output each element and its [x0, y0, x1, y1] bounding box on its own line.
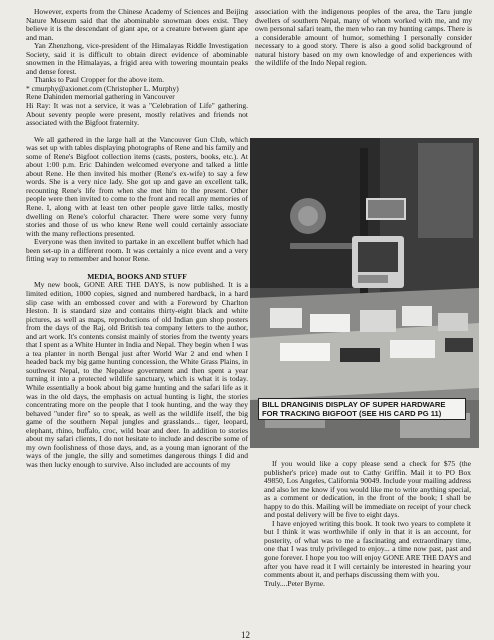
left-column — [26, 8, 248, 469]
paragraph: Everyone was then invited to partake in an excellent buffet which had been set-up in a different room. It was certainly a nice event and a very fitting way to remember and honor Rene. — [26, 237, 248, 264]
signature-line: Truly....Peter Byrne. — [264, 578, 325, 588]
email-line: * cmurphy@axionet.com (Christopher L. Murphy) — [26, 83, 179, 93]
section-subtitle: Rene Dahinden memorial gathering in Vancouver — [26, 92, 175, 102]
photo-caption: BILL DRANGINIS DISPLAY OF SUPER HARDWARE FOR TRACKING BIGFOOT (SEE HIS CARD PG 11) — [258, 398, 466, 420]
paragraph: Thanks to Paul Cropper for the above item. — [34, 75, 164, 85]
paragraph: We all gathered in the large hall at the Vancouver Gun Club, which was set up with tables displaying photographs of Rene and his family and some of Rene's Bigfoot collection items (casts, posters, books, etc.). At about 1:00 p.m. Eric Dahinden welcomed everyone and talked a little about Rene. He then invited his mother (Rene's ex-wife) to say a few words. She is a very nice lady. She got up and gave an excellent talk, recounting Rene's life from when she met him to the present. Other people were then invited to come to the front and recall any memories of Rene. I, along with at least ten other people gave little talks, mostly dwelling on Rene's colorful character. There were some very funny stories and those of us who knew Rene well could certainly associate with the many reflections presented. — [26, 134, 248, 238]
paragraph: However, experts from the Chinese Academy of Sciences and Beijing Nature Museum said that the abominable snowman does exist. They believe it is the descendant of giant ape, or a creature between giant ape and man. — [26, 7, 248, 42]
section-heading: MEDIA, BOOKS AND STUFF — [87, 271, 187, 281]
right-column-top — [255, 8, 472, 68]
paragraph: I have enjoyed writing this book. It took two years to complete it but I think it was worthwhile if only in that it is an account, for posterity, of what was to me a fascinating and extraordinary time, one that I was truly privileged to enjoy... a time now past, past and gone forever. I hope you too will enjoy GONE ARE THE DAYS and after you have read it I will certainly be interested in hearing your comments about it, and perhaps discussing them with you. — [264, 518, 471, 580]
paragraph: If you would like a copy please send a check for $75 (the publisher's price) made out to Cathy Griffin. Mail it to PO Box 49850, Los Angeles, California 90049. Include your mailing address and also let me know if you would like me to write anything special, as a comment or dedication, in the front of the book; I shall be happy to do this. Mailing will be immediate on receipt of your check and postal delivery will be five to eight days. — [264, 459, 471, 520]
right-column-bottom — [264, 460, 471, 588]
paragraph: My new book, GONE ARE THE DAYS, is now published. It is a limited edition, 1000 copies, signed and numbered hardback, in a hard slip case with an embossed cover and with a Foreword by Charlton Heston. It is standard size and contains thirty-eight black and white pictures, as well as maps, reproductions of old Indian gun shop posters from the days of the Raj, old British tea company letters to the author, and art work. It's contents consist mainly of stories from the twenty years that I spent as a White Hunter in India and Nepal. They begin when I was a tea planter in north Bengal just after World War 2 and end when I headed back my big game hunting concession, the White Grass Plains, in southwest Nepal, to the Nepalese government and then spent a year turning it into a protected wildlife sanctuary, which is what it is today. While essentially a book about big game hunting and the safari life as it was in the old days, the emphasis on actual hunting is light, the stories concentrating more on the people that I took hunting, and the way they behaved "under fire" so to speak, as well as the wildlife itself, the big game of the southern Nepal jungles and grasslands... tiger, leopard, elephant, rhino, buffalo, croc, wild boar and deer. In addition to stories about my safari clients, I do not hesitate to include and describe some of my own foolishness of those days, and, as a young man ignorant of the ways of the jungle, the silly and sometimes dangerous things I did and was then lucky enough to survive. Also included are accounts of my — [26, 280, 248, 469]
page-number: 12 — [241, 630, 250, 640]
paragraph: Yan Zhenzhong, vice-president of the Himalayas Riddle Investigation Society, said it is difficult to obtain direct evidence of abominable snowmen in the Himalayas, a frigid area with towering mountain peaks and dense forest. — [26, 41, 248, 76]
paragraph: association with the indigenous peoples of the area, the Taru jungle dwellers of southern Nepal, many of whom worked with me, and my own personal safari team, the men who ran my hunting camps. There is a considerable amount of humor, something I personally consider necessary to a good story. There is also a good solid background of natural history based on my own knowledge of and experiences with the wildlife of the Indo Nepal region. — [255, 7, 472, 68]
paragraph: Hi Ray: It was not a service, it was a "Celebration of Life" gathering. About seventy people were present, mostly relatives and friends not associated with the Bigfoot fraternity. — [26, 101, 248, 128]
